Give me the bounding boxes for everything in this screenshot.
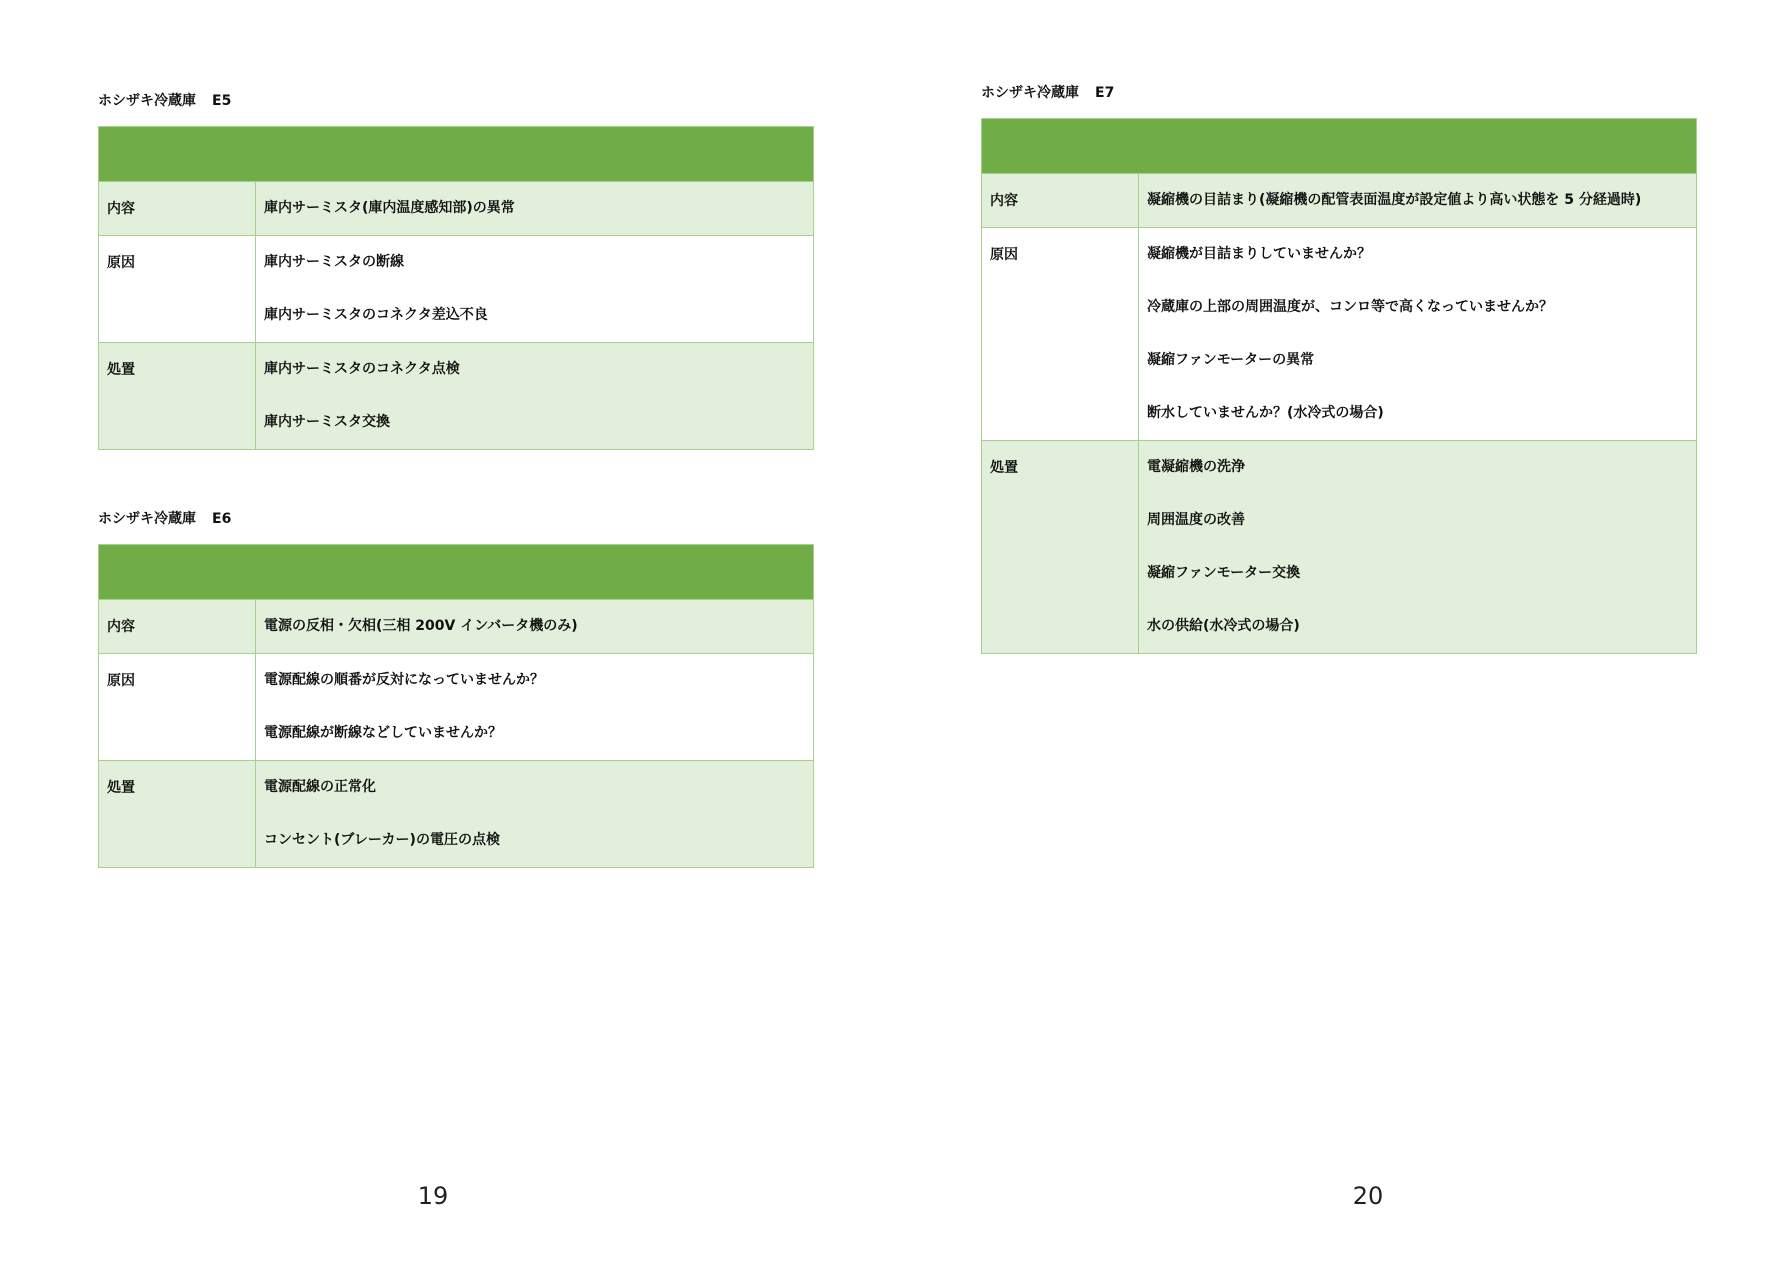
cause-body (256, 236, 813, 342)
action-body (256, 761, 813, 867)
action-body (256, 343, 813, 449)
error-code: E7 (1095, 85, 1115, 101)
action-label: 処置 (99, 761, 256, 867)
action-body (1139, 441, 1696, 653)
page-number: 20 (1352, 1182, 1384, 1210)
table-header-bar (99, 127, 813, 181)
error-block-e6 (98, 508, 814, 868)
content-row (99, 599, 813, 653)
cause-body (256, 654, 813, 760)
content-label: 内容 (982, 174, 1139, 227)
error-table (98, 544, 814, 868)
action-label: 処置 (982, 441, 1139, 653)
action-item: 電凝縮機の洗浄 (1147, 459, 1245, 475)
action-item: 庫内サーミスタ交換 (264, 414, 390, 430)
content-text: 電源の反相・欠相(三相 200V インバータ機のみ) (264, 618, 578, 634)
error-code: E6 (212, 511, 232, 527)
error-block-e5 (98, 90, 814, 450)
cause-item: 凝縮機が目詰まりしていませんか？ (1147, 246, 1371, 262)
error-table (981, 118, 1697, 654)
content-label: 内容 (99, 182, 256, 235)
cause-item: 庫内サーミスタの断線 (264, 254, 404, 270)
table-header-bar (99, 545, 813, 599)
brand-name: ホシザキ冷蔵庫 (981, 85, 1079, 101)
block-title (98, 90, 814, 126)
cause-body (1139, 228, 1696, 440)
brand-name: ホシザキ冷蔵庫 (98, 511, 196, 527)
cause-item: 凝縮ファンモーターの異常 (1147, 352, 1315, 368)
content-row (99, 181, 813, 235)
cause-row (99, 653, 813, 760)
content-label: 内容 (99, 600, 256, 653)
action-row (982, 440, 1696, 653)
page-19 (0, 0, 894, 1276)
table-header-bar (982, 119, 1696, 173)
action-label: 処置 (99, 343, 256, 449)
content-body (1139, 174, 1696, 227)
cause-label: 原因 (99, 654, 256, 760)
action-item: コンセント(ブレーカー)の電圧の点検 (264, 832, 500, 848)
content-text: 庫内サーミスタ(庫内温度感知部)の異常 (264, 200, 515, 216)
action-item: 凝縮ファンモーター交換 (1147, 565, 1301, 581)
page-20 (895, 0, 1789, 1276)
action-item: 水の供給(水冷式の場合) (1147, 618, 1300, 634)
content-body (256, 182, 813, 235)
error-block-e7 (981, 82, 1697, 654)
cause-item: 断水していませんか？(水冷式の場合) (1147, 405, 1384, 421)
content-text: 凝縮機の目詰まり(凝縮機の配管表面温度が設定値より高い状態を 5 分経過時) (1147, 192, 1642, 208)
action-item: 周囲温度の改善 (1147, 512, 1245, 528)
action-row (99, 760, 813, 867)
error-code: E5 (212, 93, 232, 109)
cause-row (99, 235, 813, 342)
action-item: 電源配線の正常化 (264, 779, 376, 795)
cause-item: 冷蔵庫の上部の周囲温度が、コンロ等で高くなっていませんか？ (1147, 299, 1553, 315)
block-title (981, 82, 1697, 118)
cause-label: 原因 (982, 228, 1139, 440)
cause-item: 電源配線が断線などしていませんか？ (264, 725, 502, 741)
brand-name: ホシザキ冷蔵庫 (98, 93, 196, 109)
error-table (98, 126, 814, 450)
page-number: 19 (417, 1182, 449, 1210)
content-row (982, 173, 1696, 227)
action-item: 庫内サーミスタのコネクタ点検 (264, 361, 460, 377)
content-body (256, 600, 813, 653)
action-row (99, 342, 813, 449)
cause-label: 原因 (99, 236, 256, 342)
cause-item: 庫内サーミスタのコネクタ差込不良 (264, 307, 488, 323)
cause-row (982, 227, 1696, 440)
block-title (98, 508, 814, 544)
cause-item: 電源配線の順番が反対になっていませんか？ (264, 672, 544, 688)
